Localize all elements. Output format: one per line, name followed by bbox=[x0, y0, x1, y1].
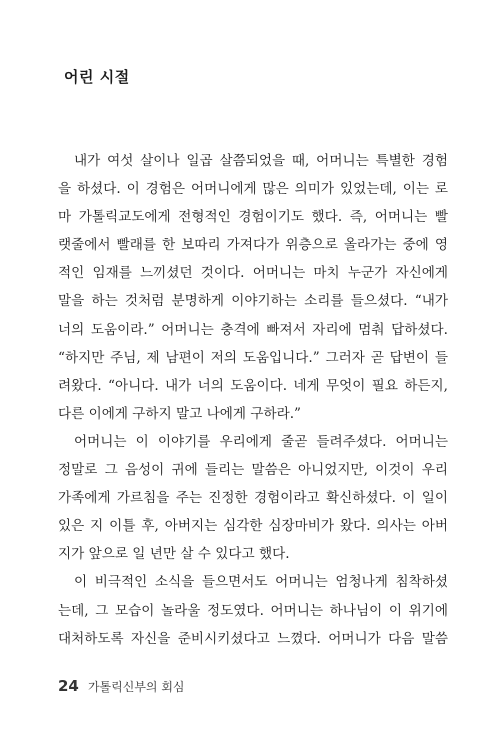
text-line: 있은 지 이틀 후, 아버지는 심각한 심장마비가 왔다. 의사는 아버 bbox=[58, 518, 448, 535]
text-line: 랫줄에서 빨래를 한 보따리 가져다가 위층으로 올라가는 중에 영 bbox=[58, 237, 448, 254]
text-line: 대처하도록 자신을 준비시키셨다고 느꼈다. 어머니가 다음 말씀 bbox=[58, 630, 448, 647]
text-line: “하지만 주님, 제 남편이 저의 도움입니다.” 그러자 곧 답변이 들 bbox=[58, 349, 448, 366]
text-line: 너의 도움이라.” 어머니는 충격에 빠져서 자리에 멈춰 답하셨다. bbox=[58, 321, 448, 338]
page-number: 24 bbox=[58, 677, 79, 695]
running-book-title: 가톨릭신부의 회심 bbox=[87, 680, 185, 694]
text-line: 어머니는 이 이야기를 우리에게 줄곧 들려주셨다. 어머니는 bbox=[74, 433, 448, 450]
text-line: 는데, 그 모습이 놀라울 정도였다. 어머니는 하나님이 이 위기에 bbox=[58, 602, 448, 619]
text-line: 마 가톨릭교도에게 전형적인 경험이기도 했다. 즉, 어머니는 빨 bbox=[58, 209, 448, 226]
text-line: 내가 여섯 살이나 일곱 살쯤되었을 때, 어머니는 특별한 경험 bbox=[74, 153, 448, 169]
body-text bbox=[58, 147, 448, 653]
chapter-title: 어린 시절 bbox=[64, 68, 130, 86]
text-line: 가족에게 가르침을 주는 진정한 경험이라고 확신하셨다. 이 일이 bbox=[58, 490, 448, 507]
text-line: 려왔다. “아니다. 내가 너의 도움이다. 네게 무엇이 필요 하든지, bbox=[58, 377, 448, 394]
page-footer bbox=[58, 676, 185, 695]
text-line: 이 비극적인 소식을 들으면서도 어머니는 엄청나게 침착하셨 bbox=[74, 574, 448, 591]
text-line: 지가 앞으로 일 년만 살 수 있다고 했다. bbox=[58, 546, 290, 563]
text-line: 정말로 그 음성이 귀에 들리는 말씀은 아니었지만, 이것이 우리 bbox=[58, 462, 448, 479]
text-line: 적인 임재를 느끼셨던 것이다. 어머니는 마치 누군가 자신에게 bbox=[58, 265, 448, 282]
text-line: 다른 이에게 구하지 말고 나에게 구하라.” bbox=[58, 405, 301, 422]
text-line: 말을 하는 것처럼 분명하게 이야기하는 소리를 들으셨다. “내가 bbox=[58, 293, 448, 310]
text-line: 을 하셨다. 이 경험은 어머니에게 많은 의미가 있었는데, 이는 로 bbox=[58, 181, 448, 198]
